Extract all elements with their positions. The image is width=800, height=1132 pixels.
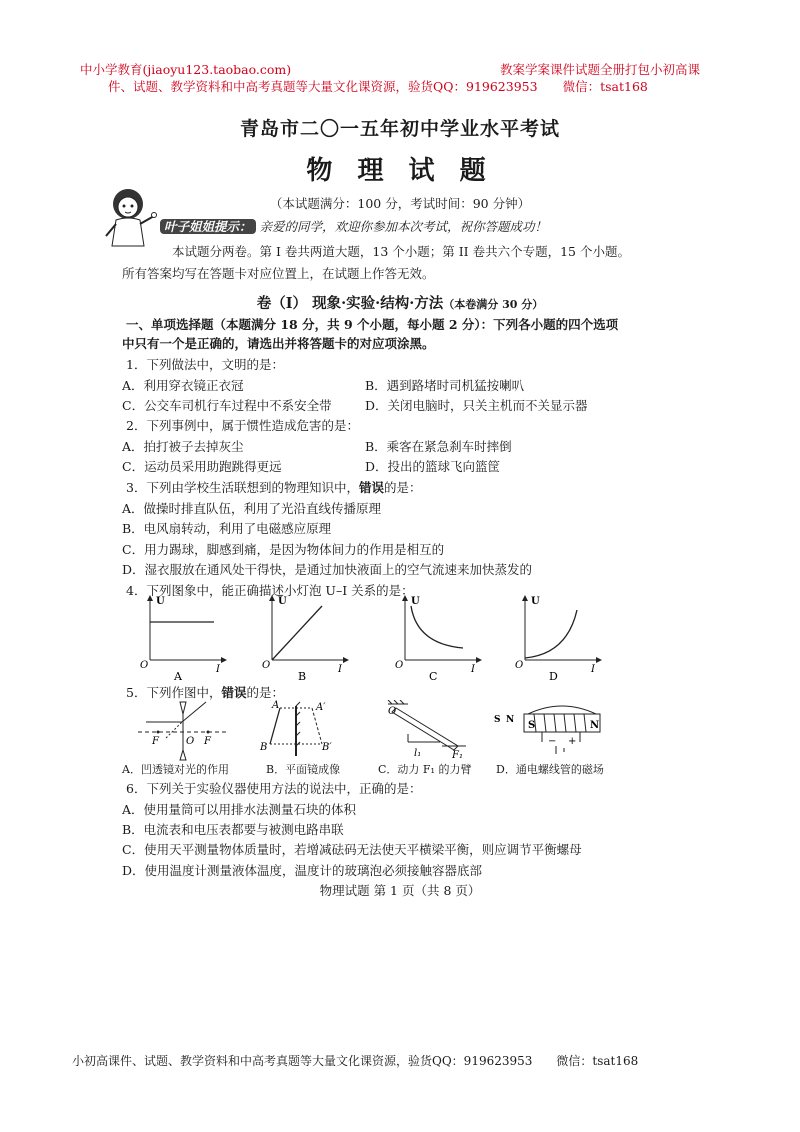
graph-d-o-label: O bbox=[515, 660, 524, 671]
graph-a-i-label: I bbox=[216, 664, 220, 675]
graph-b-caption: B bbox=[298, 670, 307, 683]
q5-diagrams bbox=[136, 700, 616, 762]
graph-d bbox=[515, 596, 599, 683]
mirror-b2-label: B′ bbox=[322, 742, 332, 753]
graph-b-o-label: O bbox=[262, 660, 271, 671]
graph-a-caption: A bbox=[174, 670, 182, 683]
q6-option-c: C．使用天平测量物体质量时，若增减砝码无法使天平横梁平衡，则应调节平衡螺母 bbox=[122, 842, 582, 857]
graph-c-i-label: I bbox=[471, 664, 475, 675]
q5-option-b: B．平面镜成像 bbox=[266, 763, 341, 776]
exam-title: 青岛市二〇一五年初中学业水平考试 bbox=[239, 118, 560, 140]
q5-option-a: A．凹透镜对光的作用 bbox=[122, 763, 229, 776]
q4-ui-graphs bbox=[130, 592, 610, 684]
coil-s-label: S bbox=[528, 720, 536, 731]
q1-option-b: B．遇到路堵时司机猛按喇叭 bbox=[365, 378, 525, 393]
page-number: 物理试题 第 1 页（共 8 页） bbox=[319, 883, 481, 898]
graph-d-u-label: U bbox=[531, 596, 540, 607]
header-right-text: 教案学案课件试题全册打包小初高课 bbox=[500, 62, 701, 77]
section-title bbox=[0, 292, 800, 313]
q4-stem: 4．下列图象中，能正确描述小灯泡 U–I 关系的是： bbox=[126, 583, 414, 598]
q3-stem bbox=[126, 478, 422, 496]
q6-option-d: D．使用温度计测量液体温度，温度计的玻璃泡必须接触容器底部 bbox=[122, 863, 483, 878]
intro-line-1: 本试题分两卷。第 I 卷共两道大题，13 个小题；第 II 卷共六个专题，15 个小题。 bbox=[172, 244, 630, 259]
graph-a-o-label: O bbox=[140, 660, 149, 671]
header-line2: 件、试题、教学资料和中高考真题等大量文化课资源，验货QQ：919623953 微信：tsat168 bbox=[108, 79, 648, 94]
q5-stem-bold: 错误 bbox=[221, 685, 247, 700]
q2-option-c: C．运动员采用助跑跳得更远 bbox=[122, 459, 282, 474]
header-left-link: 中小学教育(jiaoyu123.taobao.com) bbox=[80, 62, 292, 77]
q5-stem-post: 的是： bbox=[246, 685, 284, 700]
q1-option-d: D．关闭电脑时，只关主机而不关显示器 bbox=[365, 398, 588, 413]
mirror-a2-label: A′ bbox=[316, 702, 326, 713]
q2-stem: 2．下列事例中，属于惯性造成危害的是： bbox=[126, 418, 359, 433]
section-title-text: 卷（I） 现象·实验·结构·方法 bbox=[256, 295, 444, 312]
graph-a bbox=[140, 596, 224, 683]
q6-option-b: B．电流表和电压表都要与被测电路串联 bbox=[122, 822, 344, 837]
q3-option-a: A．做操时排直队伍，利用了光沿直线传播原理 bbox=[122, 501, 382, 516]
part1-heading-cont: 中只有一个是正确的，请选出并将答题卡的对应项涂黑。 bbox=[122, 336, 435, 351]
lever-o-label: O bbox=[388, 706, 397, 717]
q5-option-c: C．动力 F₁ 的力臂 bbox=[378, 763, 472, 776]
graph-c bbox=[395, 596, 479, 683]
graph-b-i-label: I bbox=[338, 664, 342, 675]
lens-o-label: O bbox=[186, 736, 195, 747]
q1-option-c: C．公交车司机行车过程中不系安全带 bbox=[122, 398, 332, 413]
coil-minus-label: − bbox=[548, 736, 557, 747]
solenoid-diagram bbox=[494, 706, 600, 754]
q3-option-c: C．用力踢球，脚感到痛，是因为物体间力的作用是相互的 bbox=[122, 542, 445, 557]
part1-heading: 一、单项选择题（本题满分 18 分，共 9 个小题，每小题 2 分）：下列各小题的四个选项 bbox=[126, 317, 619, 332]
intro-line-2: 所有答案均写在答题卡对应位置上，在试题上作答无效。 bbox=[122, 266, 435, 281]
section-note: （本卷满分 30 分） bbox=[443, 298, 544, 311]
exam-meta: （本试题满分：100 分，考试时间：90 分钟） bbox=[269, 196, 531, 211]
q1-option-a: A．利用穿衣镜正衣冠 bbox=[122, 378, 244, 393]
q3-stem-post: 的是： bbox=[383, 480, 422, 495]
graph-d-caption: D bbox=[549, 670, 558, 683]
q6-stem: 6．下列关于实验仪器使用方法的说法中，正确的是： bbox=[126, 781, 422, 796]
q5-stem-pre: 5．下列作图中， bbox=[126, 685, 222, 700]
graph-d-i-label: I bbox=[591, 664, 595, 675]
q3-stem-bold: 错误 bbox=[358, 480, 384, 495]
plane-mirror-diagram bbox=[259, 700, 332, 756]
graph-c-o-label: O bbox=[395, 660, 404, 671]
lens-f-left-label: F bbox=[152, 736, 159, 747]
q2-option-d: D．投出的篮球飞向篮筐 bbox=[365, 459, 501, 474]
graph-a-u-label: U bbox=[156, 596, 165, 607]
graph-c-u-label: U bbox=[411, 596, 420, 607]
q3-stem-pre: 3．下列由学校生活联想到的物理知识中， bbox=[126, 480, 359, 495]
q3-option-d: D．湿衣服放在通风处干得快，是通过加快液面上的空气流速来加快蒸发的 bbox=[122, 562, 533, 577]
lever-diagram bbox=[388, 700, 466, 761]
mirror-a-label: A bbox=[272, 700, 280, 711]
lever-f1-label: F₁ bbox=[452, 750, 463, 761]
lever-l1-label: l₁ bbox=[414, 748, 422, 759]
graph-b-u-label: U bbox=[278, 596, 287, 607]
footer-ad: 小初高课件、试题、教学资料和中高考真题等大量文化课资源，验货QQ：919623953 微信：tsat168 bbox=[72, 1054, 639, 1068]
coil-plus-label: + bbox=[568, 736, 577, 747]
q5-stem bbox=[126, 683, 284, 701]
q2-option-b: B．乘客在紧急刹车时摔倒 bbox=[365, 439, 512, 454]
lens-f-right-label: F bbox=[204, 736, 211, 747]
q3-option-b: B．电风扇转动，利用了电磁感应原理 bbox=[122, 521, 332, 536]
exam-subject: 物 理 试 题 bbox=[306, 156, 494, 186]
cartoon-girl-illustration bbox=[100, 186, 158, 250]
coil-n-label: N bbox=[590, 720, 600, 731]
tip-title: 叶子姐姐提示： bbox=[160, 219, 256, 234]
q5-option-d: D．通电螺线管的磁场 bbox=[496, 763, 604, 776]
graph-c-caption: C bbox=[429, 670, 438, 683]
q1-stem: 1．下列做法中，文明的是： bbox=[126, 357, 284, 372]
tip-text: 亲爱的同学，欢迎你参加本次考试，祝你答题成功！ bbox=[259, 219, 548, 234]
q6-option-a: A．使用量筒可以用排水法测量石块的体积 bbox=[122, 802, 357, 817]
graph-b bbox=[262, 596, 346, 683]
mirror-b-label: B bbox=[260, 742, 268, 753]
compass-n-label: N bbox=[506, 715, 515, 725]
tip-line bbox=[160, 217, 547, 235]
compass-s-label: S bbox=[494, 715, 501, 725]
concave-lens-diagram bbox=[138, 702, 228, 760]
q2-option-a: A．拍打被子去掉灰尘 bbox=[122, 439, 244, 454]
